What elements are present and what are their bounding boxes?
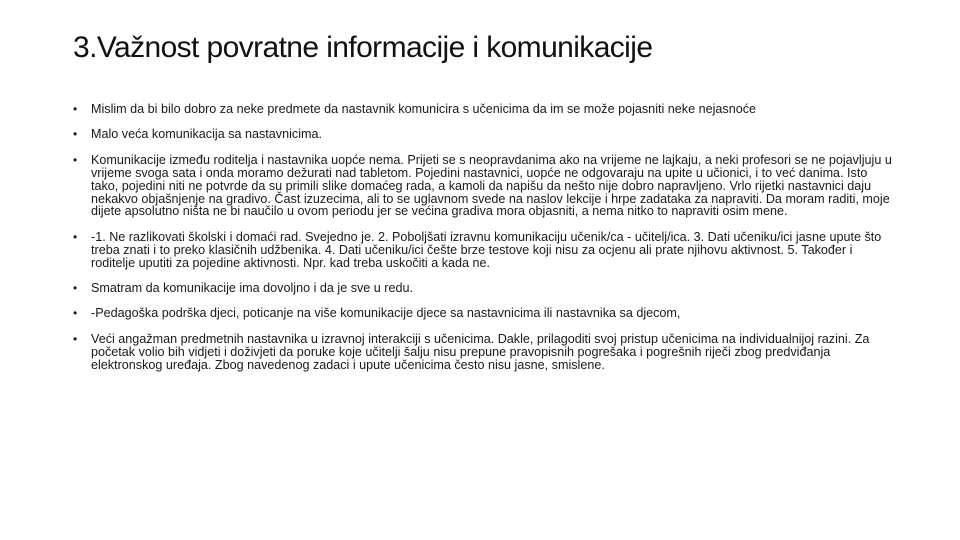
bullet-text: Malo veća komunikacija sa nastavnicima. xyxy=(91,127,322,142)
bullet-list xyxy=(73,103,893,384)
bullet-item xyxy=(73,154,893,219)
bullet-dot-icon: • xyxy=(73,127,78,142)
bullet-item xyxy=(73,307,893,320)
bullet-item xyxy=(73,282,893,295)
bullet-item xyxy=(73,231,893,270)
bullet-item xyxy=(73,333,893,372)
bullet-text: -Pedagoška podrška djeci, poticanje na više komunikacije djece sa nastavnicima ili nastavnika sa djecom, xyxy=(91,306,681,321)
bullet-dot-icon: • xyxy=(73,306,78,321)
bullet-text: Smatram da komunikacije ima dovoljno i da je sve u redu. xyxy=(91,281,413,296)
bullet-text: Komunikacije između roditelja i nastavnika uopće nema. Prijeti se s neopravdanima ako na vrijeme ne lajkaju, a neki profesori se ne pojavljuju u vrijeme svoga sata i onda moramo dežurati nad tabletom. Pojedini nastavnici, uopće ne odgovaraju na upite u učionici, i to već danima. Isto tako, pojedini niti ne potvrde da su primili slike domaćeg rada, a kamoli da napišu da nešto nije dobro napravljeno. Vrlo rijetki nastavnici daju nekakvo objašnjenje na gradivo. Čast izuzecima, ali to se uglavnom svede na naslov lekcije i hrpe zadataka za napraviti. Da moram raditi, moje dijete apsolutno ništa ne bi naučilo u ovom periodu jer se većina gradiva mora objasniti, a nema nitko to napraviti osim mene. xyxy=(91,152,892,219)
slide-title: 3.Važnost povratne informacije i komunikacije xyxy=(73,31,653,64)
bullet-item xyxy=(73,128,893,141)
bullet-item xyxy=(73,103,893,116)
bullet-text: -1. Ne razlikovati školski i domaći rad. Svejedno je. 2. Poboljšati izravnu komunikaciju učenik/ca - učitelj/ica. 3. Dati učeniku/ici jasne upute što treba znati i to preko klasičnih udžbenika. 4. Dati učeniku/ici češte brze testove koji nisu za ocjenu ali prate njihovu aktivnost. 5. Također i roditelje uputiti za pojedine aktivnosti. Npr. kad treba uskočiti a kada ne. xyxy=(91,229,882,270)
bullet-dot-icon: • xyxy=(73,331,78,346)
bullet-text: Veći angažman predmetnih nastavnika u izravnoj interakciji s učenicima. Dakle, prilagoditi svoj pristup učenicima na individualnijoj razini. Za početak volio bih vidjeti i doživjeti da poruke koje učitelji šalju nisu prepune pravopisnih pogrešaka i pogrešnih riječi zbog predviđanja elektronskog uređaja. Zbog navedenog zadaci i upute učenicima često nisu jasne, smislene. xyxy=(91,331,870,372)
bullet-dot-icon: • xyxy=(73,229,78,244)
bullet-text: Mislim da bi bilo dobro za neke predmete da nastavnik komunicira s učenicima da im se može pojasniti neke nejasnoće xyxy=(91,102,757,116)
bullet-dot-icon: • xyxy=(73,102,78,116)
bullet-dot-icon: • xyxy=(73,281,78,296)
bullet-dot-icon: • xyxy=(73,152,78,167)
